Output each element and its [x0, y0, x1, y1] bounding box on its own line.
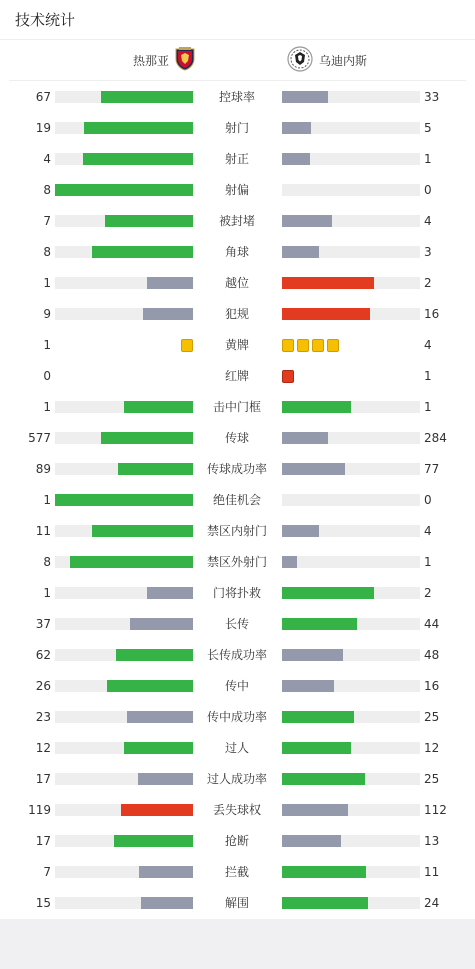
away-stat-value: 1: [424, 400, 432, 414]
away-bar-track: [282, 246, 420, 258]
away-bar-track: [282, 866, 420, 878]
home-bar-track: [55, 773, 193, 785]
home-bar-fill: [92, 246, 193, 258]
home-stat-value: 0: [43, 369, 51, 383]
stat-label: 越位: [224, 276, 249, 290]
stat-label: 击中门框: [212, 400, 261, 414]
away-stat-value: 48: [424, 648, 440, 662]
stat-label: 禁区内射门: [206, 524, 267, 538]
away-bar-fill: [282, 742, 351, 754]
home-bar-track: [55, 215, 193, 227]
home-team-name: 热那亚: [132, 54, 169, 68]
away-stat-value: 25: [424, 772, 440, 786]
away-bar-fill: [282, 432, 328, 444]
away-stat-value: 13: [424, 834, 440, 848]
stat-label: 射正: [224, 152, 249, 166]
home-bar-track: [55, 91, 193, 103]
stat-row: [0, 299, 475, 330]
away-bar-track: [282, 773, 420, 785]
away-stat-value: 4: [424, 338, 432, 352]
stat-label: 犯规: [224, 307, 249, 321]
home-stat-value: 89: [35, 462, 51, 476]
away-stat-value: 4: [424, 214, 432, 228]
away-bar-track: [282, 463, 420, 475]
home-bar-track: [55, 401, 193, 413]
stat-row: [0, 175, 475, 206]
away-bar-track: [282, 680, 420, 692]
away-bar-fill: [282, 618, 357, 630]
away-bar-track: [282, 122, 420, 134]
away-bar-fill: [282, 587, 374, 599]
home-bar-fill: [70, 556, 193, 568]
stat-label: 传中成功率: [206, 710, 267, 724]
home-bar-fill: [127, 711, 193, 723]
home-stat-value: 19: [35, 121, 51, 135]
home-stat-value: 62: [35, 648, 51, 662]
home-stat-value: 1: [43, 400, 51, 414]
home-stat-value: 1: [43, 586, 51, 600]
home-stat-value: 67: [35, 90, 51, 104]
stat-label: 传中: [224, 679, 249, 693]
home-bar-track: [55, 897, 193, 909]
away-bar-track: [282, 742, 420, 754]
home-bar-track: [55, 463, 193, 475]
away-stat-value: 77: [424, 462, 440, 476]
away-bar-fill: [282, 649, 343, 661]
home-bar-track: [55, 432, 193, 444]
home-bar-fill: [107, 680, 193, 692]
stat-label: 禁区外射门: [206, 555, 267, 569]
stat-label: 长传: [224, 617, 249, 631]
home-bar-track: [55, 308, 193, 320]
away-bar-fill: [282, 277, 374, 289]
home-bar-track: [55, 835, 193, 847]
stat-label: 被封堵: [218, 214, 255, 228]
away-team-name: 乌迪内斯: [319, 54, 368, 68]
home-bar-track: [55, 184, 193, 196]
away-bar-fill: [282, 773, 365, 785]
page-title: 技术统计: [0, 0, 475, 40]
home-stat-value: 17: [35, 834, 51, 848]
yellow-card-icon: [327, 339, 339, 352]
stat-row: [0, 423, 475, 454]
stat-row: [0, 578, 475, 609]
away-bar-track: [282, 897, 420, 909]
yellow-card-icon: [282, 339, 294, 352]
away-bar-track: [282, 494, 420, 506]
away-stat-value: 12: [424, 741, 440, 755]
away-stat-value: 0: [424, 493, 432, 507]
away-bar-track: [282, 587, 420, 599]
stat-row: [0, 516, 475, 547]
away-stat-value: 4: [424, 524, 432, 538]
away-stat-value: 3: [424, 245, 432, 259]
stat-row: [0, 764, 475, 795]
home-bar-track: [55, 618, 193, 630]
home-stat-value: 119: [28, 803, 51, 817]
home-stat-value: 4: [43, 152, 51, 166]
home-stat-value: 17: [35, 772, 51, 786]
stat-row: [0, 144, 475, 175]
away-stat-value: 1: [424, 555, 432, 569]
stat-label: 传球: [224, 431, 249, 445]
home-stat-value: 8: [43, 555, 51, 569]
home-bar-track: [55, 122, 193, 134]
teams-header: [9, 40, 466, 81]
stat-label: 红牌: [224, 369, 249, 383]
away-bar-fill: [282, 556, 297, 568]
stat-row: [0, 330, 475, 361]
stat-row: [0, 826, 475, 857]
home-bar-fill: [118, 463, 193, 475]
stat-label: 门将扑救: [212, 586, 261, 600]
home-bar-track: [55, 556, 193, 568]
home-bar-fill: [55, 184, 193, 196]
home-bar-track: [55, 246, 193, 258]
away-bar-track: [282, 308, 420, 320]
home-bar-fill: [138, 773, 193, 785]
away-stat-value: 1: [424, 369, 432, 383]
home-stat-value: 7: [43, 214, 51, 228]
home-stat-value: 8: [43, 183, 51, 197]
stat-label: 抢断: [224, 834, 249, 848]
away-bar-track: [282, 91, 420, 103]
home-stat-value: 577: [28, 431, 51, 445]
stat-row: [0, 268, 475, 299]
stat-label: 过人成功率: [206, 772, 267, 786]
away-stat-value: 0: [424, 183, 432, 197]
away-bar-fill: [282, 122, 311, 134]
home-bar-fill: [101, 432, 193, 444]
stat-row: [0, 82, 475, 113]
stat-row: [0, 485, 475, 516]
away-bar-fill: [282, 401, 351, 413]
yellow-card-icon: [312, 339, 324, 352]
stat-label: 过人: [224, 741, 249, 755]
stat-row: [0, 392, 475, 423]
away-cards: [282, 339, 339, 352]
home-bar-fill: [84, 122, 193, 134]
stat-label: 角球: [224, 245, 249, 259]
udinese-crest-icon: [287, 46, 313, 75]
away-bar-track: [282, 835, 420, 847]
away-stat-value: 284: [424, 431, 447, 445]
away-bar-fill: [282, 711, 354, 723]
stat-label: 射门: [224, 121, 249, 135]
home-bar-track: [55, 866, 193, 878]
stat-row: [0, 640, 475, 671]
away-bar-fill: [282, 835, 341, 847]
stat-label: 丢失球权: [212, 803, 261, 817]
home-stat-value: 9: [43, 307, 51, 321]
away-bar-track: [282, 215, 420, 227]
away-bar-track: [282, 432, 420, 444]
away-bar-track: [282, 525, 420, 537]
stat-row: [0, 237, 475, 268]
away-stat-value: 112: [424, 803, 447, 817]
home-stat-value: 8: [43, 245, 51, 259]
away-cards: [282, 370, 294, 383]
stat-label: 长传成功率: [206, 648, 267, 662]
page-bottom-background: [0, 919, 475, 969]
stat-label: 解围: [224, 896, 249, 910]
away-bar-track: [282, 711, 420, 723]
away-stat-value: 2: [424, 276, 432, 290]
away-bar-fill: [282, 525, 319, 537]
away-stat-value: 1: [424, 152, 432, 166]
home-bar-track: [55, 804, 193, 816]
stat-row: [0, 733, 475, 764]
away-bar-track: [282, 556, 420, 568]
home-bar-fill: [130, 618, 193, 630]
away-stat-value: 24: [424, 896, 440, 910]
stat-row: [0, 671, 475, 702]
away-bar-track: [282, 618, 420, 630]
home-bar-fill: [83, 153, 193, 165]
away-stat-value: 25: [424, 710, 440, 724]
away-bar-fill: [282, 463, 345, 475]
stat-row: [0, 547, 475, 578]
stat-row: [0, 609, 475, 640]
away-bar-fill: [282, 91, 328, 103]
away-bar-track: [282, 804, 420, 816]
home-bar-fill: [101, 91, 193, 103]
away-bar-fill: [282, 866, 366, 878]
stat-label: 黄牌: [224, 338, 249, 352]
home-bar-fill: [139, 866, 193, 878]
home-stat-value: 1: [43, 338, 51, 352]
home-stat-value: 12: [35, 741, 51, 755]
home-stat-value: 11: [35, 524, 51, 538]
stat-row: [0, 113, 475, 144]
home-bar-track: [55, 587, 193, 599]
home-stat-value: 15: [35, 896, 51, 910]
home-bar-fill: [114, 835, 193, 847]
home-bar-track: [55, 277, 193, 289]
away-bar-track: [282, 184, 420, 196]
home-bar-fill: [124, 742, 193, 754]
stat-row: [0, 795, 475, 826]
away-bar-fill: [282, 680, 334, 692]
stat-row: [0, 454, 475, 485]
home-stat-value: 26: [35, 679, 51, 693]
home-bar-track: [55, 649, 193, 661]
home-cards: [181, 339, 193, 352]
stat-row: [0, 857, 475, 888]
away-stat-value: 16: [424, 679, 440, 693]
home-bar-track: [55, 525, 193, 537]
away-bar-fill: [282, 308, 370, 320]
genoa-crest-icon: [175, 47, 195, 74]
away-stat-value: 11: [424, 865, 440, 879]
away-bar-fill: [282, 215, 332, 227]
away-bar-track: [282, 401, 420, 413]
home-bar-track: [55, 711, 193, 723]
home-bar-fill: [124, 401, 193, 413]
home-team[interactable]: [127, 40, 195, 81]
stats-list: [0, 82, 475, 919]
stat-label: 传球成功率: [206, 462, 267, 476]
stat-label: 绝佳机会: [212, 493, 261, 507]
away-bar-fill: [282, 897, 368, 909]
home-bar-fill: [143, 308, 193, 320]
home-stat-value: 7: [43, 865, 51, 879]
away-stat-value: 16: [424, 307, 440, 321]
away-bar-track: [282, 649, 420, 661]
home-bar-track: [55, 742, 193, 754]
home-bar-fill: [141, 897, 193, 909]
home-bar-track: [55, 494, 193, 506]
stat-row: [0, 361, 475, 392]
home-bar-fill: [105, 215, 193, 227]
away-stat-value: 33: [424, 90, 440, 104]
stat-row: [0, 206, 475, 237]
away-bar-fill: [282, 246, 319, 258]
stat-label: 控球率: [218, 90, 255, 104]
home-bar-fill: [121, 804, 193, 816]
stat-row: [0, 888, 475, 919]
red-card-icon: [282, 370, 294, 383]
away-bar-track: [282, 277, 420, 289]
home-bar-fill: [55, 494, 193, 506]
home-stat-value: 37: [35, 617, 51, 631]
home-bar-track: [55, 153, 193, 165]
home-bar-fill: [116, 649, 193, 661]
away-stat-value: 5: [424, 121, 432, 135]
home-stat-value: 1: [43, 493, 51, 507]
home-stat-value: 1: [43, 276, 51, 290]
yellow-card-icon: [297, 339, 309, 352]
away-bar-track: [282, 153, 420, 165]
stat-label: 射偏: [224, 183, 249, 197]
stat-row: [0, 702, 475, 733]
stat-label: 拦截: [224, 865, 249, 879]
home-stat-value: 23: [35, 710, 51, 724]
away-team[interactable]: [287, 40, 373, 81]
away-bar-fill: [282, 153, 310, 165]
home-bar-fill: [147, 587, 193, 599]
away-bar-fill: [282, 804, 348, 816]
home-bar-fill: [92, 525, 193, 537]
home-bar-track: [55, 680, 193, 692]
away-stat-value: 44: [424, 617, 440, 631]
home-bar-fill: [147, 277, 193, 289]
yellow-card-icon: [181, 339, 193, 352]
away-stat-value: 2: [424, 586, 432, 600]
